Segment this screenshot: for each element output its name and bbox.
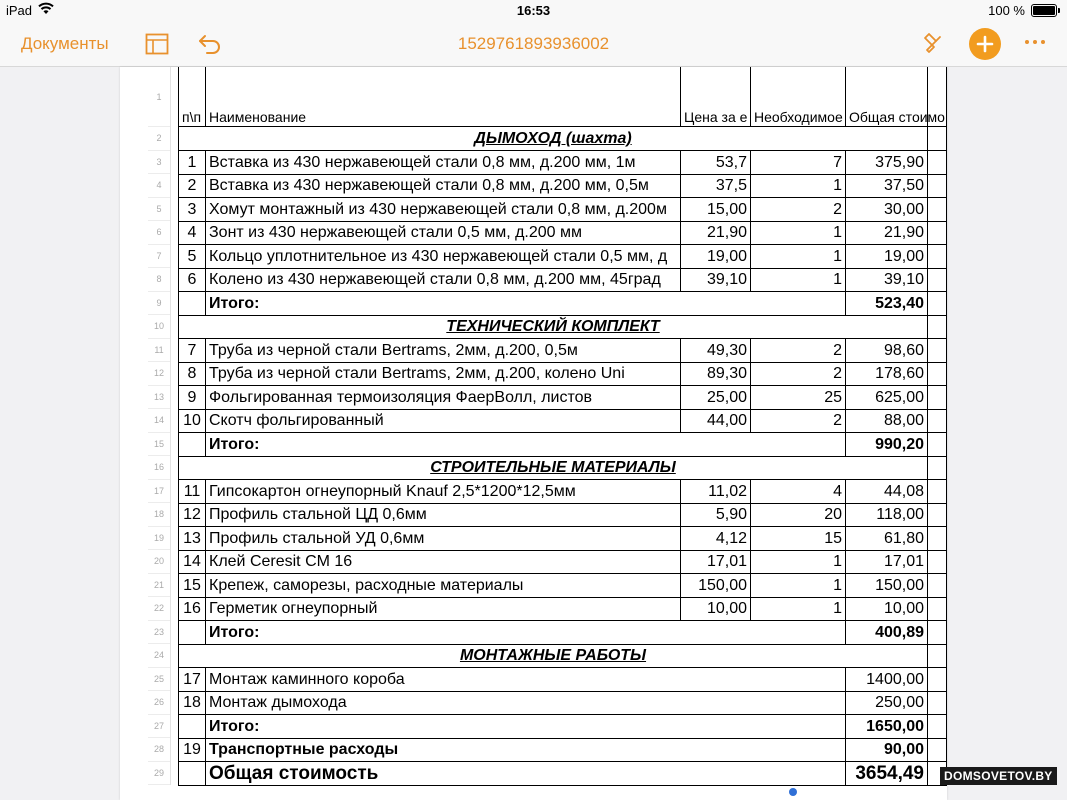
table-row [178, 527, 947, 551]
table-row [178, 668, 947, 692]
item-qty[interactable]: 7 [751, 151, 846, 175]
header-row [178, 67, 947, 127]
table-row [178, 151, 947, 175]
empty-cell[interactable] [928, 268, 947, 292]
watermark: DOMSOVETOV.BY [940, 767, 1057, 785]
header-empty[interactable] [928, 67, 947, 127]
section-title[interactable]: МОНТАЖНЫЕ РАБОТЫ [178, 644, 928, 668]
subtotal-value[interactable]: 990,20 [846, 433, 928, 457]
grand-total-label[interactable]: Общая стоимость [206, 762, 846, 786]
item-total[interactable]: 19,00 [846, 245, 928, 269]
table-row [178, 480, 947, 504]
item-total[interactable]: 10,00 [846, 597, 928, 621]
row-number[interactable]: 25 [148, 668, 170, 692]
section-title[interactable]: СТРОИТЕЛЬНЫЕ МАТЕРИАЛЫ [178, 456, 928, 480]
item-name[interactable]: Монтаж каминного короба [206, 668, 846, 692]
empty-cell[interactable] [928, 644, 947, 668]
item-number[interactable]: 4 [178, 221, 206, 245]
item-name[interactable]: Хомут монтажный из 430 нержавеющей стали 0,8 мм, д.200м [206, 198, 681, 222]
row-number[interactable]: 24 [148, 644, 170, 668]
empty-cell[interactable] [178, 292, 206, 316]
empty-cell[interactable] [928, 503, 947, 527]
item-price[interactable]: 89,30 [681, 362, 751, 386]
header-price[interactable]: Цена за е [681, 67, 751, 127]
item-name[interactable]: Колено из 430 нержавеющей стали 0,8 мм, д.200 мм, 45град [206, 268, 681, 292]
row-number[interactable]: 6 [148, 221, 170, 245]
battery-icon [1031, 4, 1057, 17]
header-name[interactable]: Наименование [206, 67, 681, 127]
item-name[interactable]: Скотч фольгированный [206, 409, 681, 433]
device-name: iPad [6, 3, 33, 18]
table-row [178, 221, 947, 245]
row-number[interactable]: 20 [148, 550, 170, 574]
item-total[interactable]: 98,60 [846, 339, 928, 363]
table-row [178, 550, 947, 574]
item-total[interactable]: 37,50 [846, 174, 928, 198]
item-total[interactable]: 30,00 [846, 198, 928, 222]
empty-cell[interactable] [928, 127, 947, 151]
table-row [178, 409, 947, 433]
item-qty[interactable]: 1 [751, 550, 846, 574]
item-total[interactable]: 250,00 [846, 691, 928, 715]
row-number[interactable]: 23 [148, 621, 170, 645]
more-icon[interactable] [1025, 40, 1045, 44]
item-price[interactable]: 5,90 [681, 503, 751, 527]
row-number[interactable]: 16 [148, 456, 170, 480]
item-name[interactable]: Монтаж дымохода [206, 691, 846, 715]
item-qty[interactable]: 2 [751, 409, 846, 433]
plus-icon[interactable] [969, 28, 1001, 60]
row-number[interactable]: 21 [148, 574, 170, 598]
subtotal-label[interactable]: Итого: [206, 715, 846, 739]
table-row [178, 362, 947, 386]
item-total[interactable]: 375,90 [846, 151, 928, 175]
item-qty[interactable]: 2 [751, 198, 846, 222]
item-name[interactable]: Труба из черной стали Bertrams, 2мм, д.200, колено Uni [206, 362, 681, 386]
battery-percent: 100 % [988, 3, 1025, 18]
item-total[interactable]: 150,00 [846, 574, 928, 598]
item-price[interactable]: 10,00 [681, 597, 751, 621]
item-qty[interactable]: 1 [751, 221, 846, 245]
item-price[interactable]: 25,00 [681, 386, 751, 410]
subtotal-value[interactable]: 523,40 [846, 292, 928, 316]
item-total[interactable]: 21,90 [846, 221, 928, 245]
empty-cell[interactable] [928, 174, 947, 198]
empty-cell[interactable] [928, 456, 947, 480]
item-qty[interactable]: 1 [751, 597, 846, 621]
row-number[interactable]: 9 [148, 292, 170, 316]
item-number[interactable]: 14 [178, 550, 206, 574]
empty-cell[interactable] [928, 715, 947, 739]
item-total[interactable]: 39,10 [846, 268, 928, 292]
item-number[interactable]: 3 [178, 198, 206, 222]
item-qty[interactable]: 2 [751, 339, 846, 363]
row-number[interactable]: 3 [148, 151, 170, 175]
table-row [178, 503, 947, 527]
header-num[interactable]: п\п [178, 67, 206, 127]
section-title[interactable]: ТЕХНИЧЕСКИЙ КОМПЛЕКТ [178, 315, 928, 339]
row-number[interactable]: 12 [148, 362, 170, 386]
item-number[interactable]: 15 [178, 574, 206, 598]
row-number[interactable]: 1 [148, 67, 170, 127]
transport-label[interactable]: Транспортные расходы [206, 738, 846, 762]
item-price[interactable]: 53,7 [681, 151, 751, 175]
item-name[interactable]: Зонт из 430 нержавеющей стали 0,5 мм, д.200 мм [206, 221, 681, 245]
item-price[interactable]: 49,30 [681, 339, 751, 363]
empty-cell[interactable] [928, 198, 947, 222]
documents-button[interactable]: Документы [21, 34, 109, 53]
item-qty[interactable]: 15 [751, 527, 846, 551]
item-name[interactable]: Крепеж, саморезы, расходные материалы [206, 574, 681, 598]
item-price[interactable]: 44,00 [681, 409, 751, 433]
item-price[interactable]: 4,12 [681, 527, 751, 551]
empty-cell[interactable] [928, 550, 947, 574]
header-needed[interactable]: Необходимое [751, 67, 846, 127]
table-row [178, 433, 947, 457]
table-row [178, 174, 947, 198]
undo-icon[interactable] [196, 30, 224, 58]
item-qty[interactable]: 2 [751, 362, 846, 386]
row-number[interactable]: 14 [148, 409, 170, 433]
section-title[interactable]: ДЫМОХОД (шахта) [178, 127, 928, 151]
row-number[interactable]: 10 [148, 315, 170, 339]
item-name[interactable]: Кольцо уплотнительное из 430 нержавеющей стали 0,5 мм, д [206, 245, 681, 269]
item-number[interactable]: 6 [178, 268, 206, 292]
row-number[interactable]: 4 [148, 174, 170, 198]
item-name[interactable]: Вставка из 430 нержавеющей стали 0,8 мм, д.200 мм, 0,5м [206, 174, 681, 198]
item-total[interactable]: 178,60 [846, 362, 928, 386]
item-qty[interactable]: 1 [751, 245, 846, 269]
subtotal-label[interactable]: Итого: [206, 433, 846, 457]
toolbar [0, 22, 1067, 67]
item-total[interactable]: 625,00 [846, 386, 928, 410]
empty-cell[interactable] [928, 221, 947, 245]
spreadsheet-page[interactable] [120, 67, 947, 800]
row-number[interactable]: 5 [148, 198, 170, 222]
table-row [178, 292, 947, 316]
item-name[interactable]: Фольгированная термоизоляция ФаерВолл, листов [206, 386, 681, 410]
empty-cell[interactable] [928, 315, 947, 339]
table-row [178, 574, 947, 598]
table-row [178, 762, 947, 786]
item-qty[interactable]: 20 [751, 503, 846, 527]
row-number[interactable]: 18 [148, 503, 170, 527]
row-number[interactable]: 11 [148, 339, 170, 363]
subtotal-value[interactable]: 400,89 [846, 621, 928, 645]
item-qty[interactable]: 1 [751, 268, 846, 292]
item-qty[interactable]: 1 [751, 574, 846, 598]
item-number[interactable]: 10 [178, 409, 206, 433]
row-number[interactable]: 27 [148, 715, 170, 739]
status-bar [0, 0, 1067, 22]
item-number[interactable]: 12 [178, 503, 206, 527]
empty-cell[interactable] [178, 621, 206, 645]
item-price[interactable]: 11,02 [681, 480, 751, 504]
transport-total[interactable]: 90,00 [846, 738, 928, 762]
table-row [178, 386, 947, 410]
item-name[interactable]: Герметик огнеупорный [206, 597, 681, 621]
item-price[interactable]: 15,00 [681, 198, 751, 222]
item-number[interactable]: 9 [178, 386, 206, 410]
empty-cell[interactable] [928, 433, 947, 457]
item-price[interactable]: 17,01 [681, 550, 751, 574]
paintbrush-icon[interactable] [918, 30, 946, 58]
item-number[interactable]: 1 [178, 151, 206, 175]
empty-cell[interactable] [928, 480, 947, 504]
item-number[interactable]: 18 [178, 691, 206, 715]
item-total[interactable]: 118,00 [846, 503, 928, 527]
item-price[interactable]: 21,90 [681, 221, 751, 245]
subtotal-value[interactable]: 1650,00 [846, 715, 928, 739]
row-number[interactable]: 13 [148, 386, 170, 410]
item-number[interactable]: 2 [178, 174, 206, 198]
item-qty[interactable]: 1 [751, 174, 846, 198]
row-number[interactable]: 26 [148, 691, 170, 715]
table-row [178, 268, 947, 292]
item-name[interactable]: Клей Ceresit CM 16 [206, 550, 681, 574]
item-total[interactable]: 88,00 [846, 409, 928, 433]
table-row [178, 738, 947, 762]
document-title: 1529761893936002 [457, 34, 610, 53]
table-row [178, 691, 947, 715]
item-number[interactable]: 7 [178, 339, 206, 363]
empty-cell[interactable] [928, 151, 947, 175]
row-number[interactable]: 7 [148, 245, 170, 269]
row-number[interactable]: 17 [148, 480, 170, 504]
empty-cell[interactable] [928, 292, 947, 316]
item-total[interactable]: 44,08 [846, 480, 928, 504]
empty-cell[interactable] [928, 386, 947, 410]
item-name[interactable]: Гипсокартон огнеупорный Knauf 2,5*1200*12,5мм [206, 480, 681, 504]
empty-cell[interactable] [928, 339, 947, 363]
table-row [178, 198, 947, 222]
empty-cell[interactable] [928, 245, 947, 269]
row-number[interactable]: 8 [148, 268, 170, 292]
item-number[interactable]: 17 [178, 668, 206, 692]
clock: 16:53 [516, 3, 551, 18]
empty-cell[interactable] [178, 762, 206, 786]
empty-cell[interactable] [178, 715, 206, 739]
grand-total-value[interactable]: 3654,49 [846, 762, 928, 786]
item-number[interactable]: 13 [178, 527, 206, 551]
item-name[interactable]: Профиль стальной ЦД 0,6мм [206, 503, 681, 527]
item-total[interactable]: 61,80 [846, 527, 928, 551]
item-qty[interactable]: 25 [751, 386, 846, 410]
empty-cell[interactable] [928, 574, 947, 598]
scroll-indicator[interactable] [789, 788, 797, 796]
empty-cell[interactable] [928, 668, 947, 692]
empty-cell[interactable] [928, 527, 947, 551]
subtotal-label[interactable]: Итого: [206, 292, 846, 316]
item-number[interactable]: 5 [178, 245, 206, 269]
table-row [178, 597, 947, 621]
item-price[interactable]: 39,10 [681, 268, 751, 292]
item-name[interactable]: Профиль стальной УД 0,6мм [206, 527, 681, 551]
empty-cell[interactable] [928, 597, 947, 621]
empty-cell[interactable] [928, 691, 947, 715]
item-number[interactable]: 8 [178, 362, 206, 386]
empty-cell[interactable] [928, 738, 947, 762]
row-number[interactable]: 2 [148, 127, 170, 151]
item-number[interactable]: 19 [178, 738, 206, 762]
header-total[interactable]: Общая стоимо [846, 67, 928, 127]
row-number[interactable]: 22 [148, 597, 170, 621]
item-name[interactable]: Труба из черной стали Bertrams, 2мм, д.200, 0,5м [206, 339, 681, 363]
row-number[interactable]: 28 [148, 738, 170, 762]
item-number[interactable]: 11 [178, 480, 206, 504]
row-number[interactable]: 19 [148, 527, 170, 551]
empty-cell[interactable] [928, 621, 947, 645]
subtotal-label[interactable]: Итого: [206, 621, 846, 645]
row-number-column [148, 67, 171, 785]
table-row [178, 339, 947, 363]
item-price[interactable]: 150,00 [681, 574, 751, 598]
table-row [178, 245, 947, 269]
item-name[interactable]: Вставка из 430 нержавеющей стали 0,8 мм, д.200 мм, 1м [206, 151, 681, 175]
sidebar-icon[interactable] [143, 30, 171, 58]
item-total[interactable]: 1400,00 [846, 668, 928, 692]
row-number[interactable]: 29 [148, 762, 170, 786]
item-price[interactable]: 37,5 [681, 174, 751, 198]
table-row [178, 715, 947, 739]
item-qty[interactable]: 4 [751, 480, 846, 504]
empty-cell[interactable] [928, 409, 947, 433]
empty-cell[interactable] [928, 362, 947, 386]
item-total[interactable]: 17,01 [846, 550, 928, 574]
row-number[interactable]: 15 [148, 433, 170, 457]
table-row [178, 621, 947, 645]
item-price[interactable]: 19,00 [681, 245, 751, 269]
empty-cell[interactable] [178, 433, 206, 457]
item-number[interactable]: 16 [178, 597, 206, 621]
